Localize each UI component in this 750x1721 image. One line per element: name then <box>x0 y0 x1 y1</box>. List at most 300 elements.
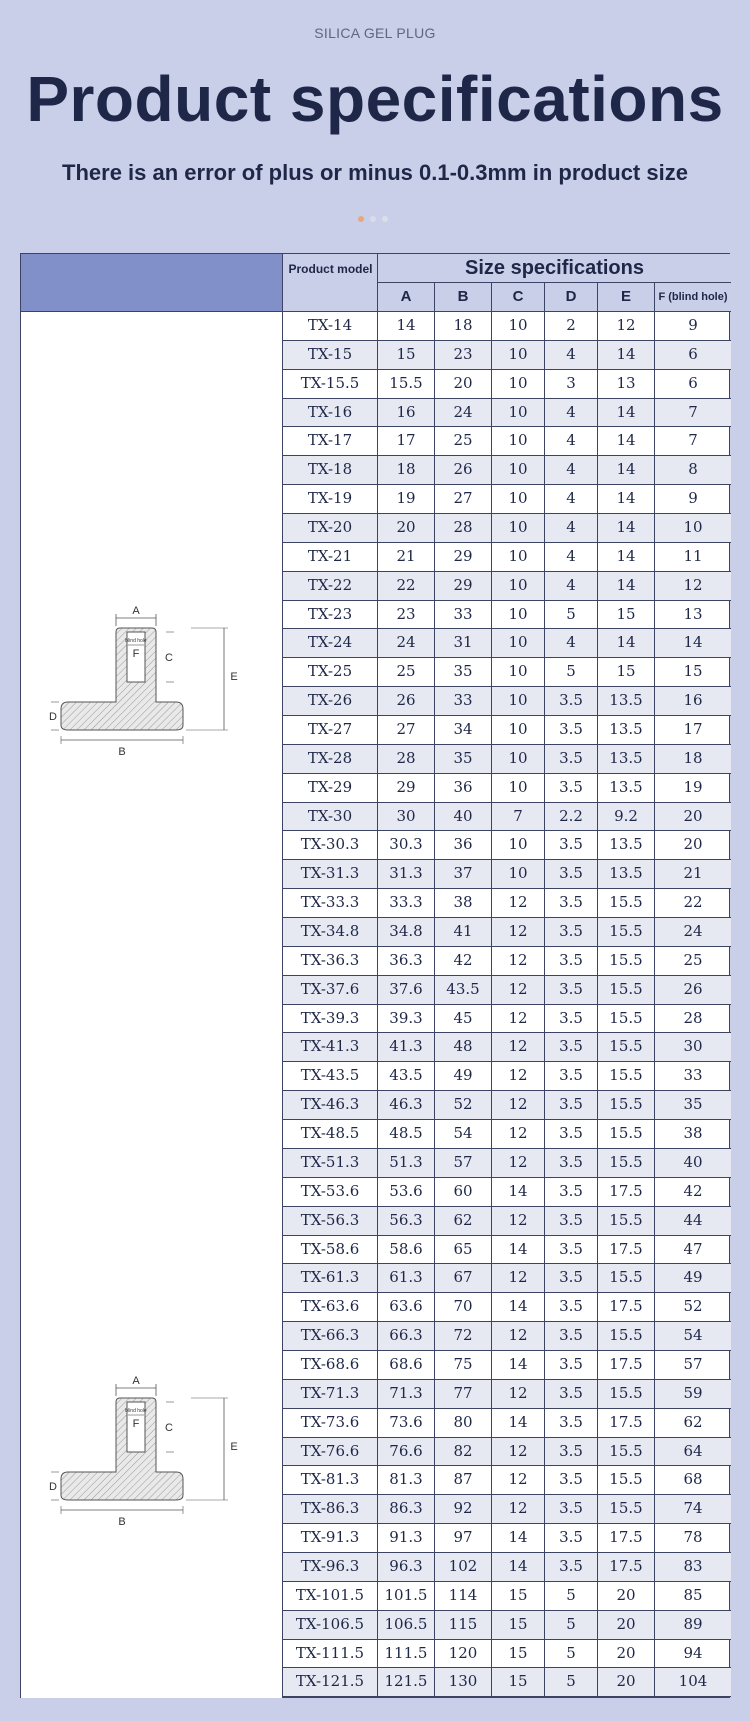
cell-a: 39.3 <box>378 1005 435 1034</box>
cell-e: 14 <box>598 341 655 370</box>
cell-e: 14 <box>598 485 655 514</box>
cell-d: 4 <box>545 427 598 456</box>
cell-c: 14 <box>492 1293 545 1322</box>
cell-a: 17 <box>378 427 435 456</box>
cell-f: 42 <box>655 1178 731 1207</box>
table-body <box>283 312 731 1697</box>
cell-c: 10 <box>492 485 545 514</box>
cell-f: 13 <box>655 601 731 630</box>
cell-c: 10 <box>492 831 545 860</box>
cell-d: 3.5 <box>545 1033 598 1062</box>
cell-b: 43.5 <box>435 976 492 1005</box>
dim-label-a: A <box>132 605 140 617</box>
cell-b: 114 <box>435 1582 492 1611</box>
cell-e: 15.5 <box>598 1495 655 1524</box>
cell-f: 30 <box>655 1033 731 1062</box>
cell-f: 10 <box>655 514 731 543</box>
cell-e: 9.2 <box>598 803 655 832</box>
table-row <box>283 889 731 918</box>
table-row <box>283 456 731 485</box>
cell-model: TX-61.3 <box>283 1264 378 1293</box>
cell-d: 3.5 <box>545 716 598 745</box>
cell-a: 26 <box>378 687 435 716</box>
cell-a: 15 <box>378 341 435 370</box>
cell-d: 5 <box>545 1611 598 1640</box>
table-row <box>283 514 731 543</box>
cell-e: 17.5 <box>598 1553 655 1582</box>
cell-b: 54 <box>435 1120 492 1149</box>
cell-b: 38 <box>435 889 492 918</box>
cell-c: 12 <box>492 1495 545 1524</box>
cell-model: TX-43.5 <box>283 1062 378 1091</box>
cell-model: TX-91.3 <box>283 1524 378 1553</box>
hole-label: blind hole <box>125 1408 147 1414</box>
table-row <box>283 831 731 860</box>
cell-d: 3.5 <box>545 1495 598 1524</box>
cell-c: 12 <box>492 1466 545 1495</box>
table-row <box>283 312 731 341</box>
table-row <box>283 1033 731 1062</box>
cell-d: 3.5 <box>545 889 598 918</box>
cell-b: 34 <box>435 716 492 745</box>
dim-label-d: D <box>49 711 57 723</box>
cell-a: 48.5 <box>378 1120 435 1149</box>
cell-f: 94 <box>655 1640 731 1669</box>
cell-e: 13.5 <box>598 860 655 889</box>
cell-model: TX-30 <box>283 803 378 832</box>
cell-model: TX-27 <box>283 716 378 745</box>
table-row <box>283 745 731 774</box>
cell-a: 25 <box>378 658 435 687</box>
dim-label-f: F <box>132 648 140 660</box>
cell-a: 18 <box>378 456 435 485</box>
cell-a: 14 <box>378 312 435 341</box>
cell-a: 71.3 <box>378 1380 435 1409</box>
cell-f: 83 <box>655 1553 731 1582</box>
cell-d: 3.5 <box>545 745 598 774</box>
table-row <box>283 1005 731 1034</box>
cell-a: 106.5 <box>378 1611 435 1640</box>
table-row <box>283 1495 731 1524</box>
cell-e: 20 <box>598 1582 655 1611</box>
cell-model: TX-17 <box>283 427 378 456</box>
cell-c: 12 <box>492 1062 545 1091</box>
cell-e: 13 <box>598 370 655 399</box>
cell-a: 46.3 <box>378 1091 435 1120</box>
cell-a: 27 <box>378 716 435 745</box>
cell-model: TX-53.6 <box>283 1178 378 1207</box>
cell-model: TX-31.3 <box>283 860 378 889</box>
cell-c: 10 <box>492 543 545 572</box>
cell-e: 15.5 <box>598 1466 655 1495</box>
table-row <box>283 1293 731 1322</box>
cell-f: 9 <box>655 312 731 341</box>
cell-c: 10 <box>492 399 545 428</box>
cell-e: 15.5 <box>598 1207 655 1236</box>
cell-model: TX-22 <box>283 572 378 601</box>
cell-c: 10 <box>492 629 545 658</box>
cell-a: 30.3 <box>378 831 435 860</box>
cell-d: 3.5 <box>545 1178 598 1207</box>
cell-d: 3.5 <box>545 1293 598 1322</box>
cell-d: 3.5 <box>545 774 598 803</box>
cell-a: 66.3 <box>378 1322 435 1351</box>
cell-a: 36.3 <box>378 947 435 976</box>
table-row <box>283 341 731 370</box>
cell-b: 27 <box>435 485 492 514</box>
cell-d: 4 <box>545 572 598 601</box>
cell-b: 115 <box>435 1611 492 1640</box>
cell-d: 3.5 <box>545 1062 598 1091</box>
page-title: Product specifications <box>26 63 724 135</box>
cell-c: 12 <box>492 1149 545 1178</box>
cell-c: 12 <box>492 1005 545 1034</box>
cell-d: 5 <box>545 658 598 687</box>
cell-a: 53.6 <box>378 1178 435 1207</box>
table-row <box>283 1322 731 1351</box>
cell-model: TX-68.6 <box>283 1351 378 1380</box>
cell-d: 3.5 <box>545 1091 598 1120</box>
cell-d: 3.5 <box>545 918 598 947</box>
cell-d: 3.5 <box>545 687 598 716</box>
table-row <box>283 918 731 947</box>
dim-label-c: C <box>165 1422 173 1434</box>
cell-b: 41 <box>435 918 492 947</box>
cell-c: 10 <box>492 341 545 370</box>
table-row <box>283 1380 731 1409</box>
cell-model: TX-19 <box>283 485 378 514</box>
cell-f: 19 <box>655 774 731 803</box>
cell-d: 3.5 <box>545 1207 598 1236</box>
cell-a: 20 <box>378 514 435 543</box>
cell-c: 10 <box>492 514 545 543</box>
cell-d: 4 <box>545 456 598 485</box>
cell-b: 35 <box>435 745 492 774</box>
cell-d: 3.5 <box>545 1553 598 1582</box>
cell-b: 24 <box>435 399 492 428</box>
cell-b: 82 <box>435 1438 492 1467</box>
cell-a: 96.3 <box>378 1553 435 1582</box>
cell-a: 15.5 <box>378 370 435 399</box>
cell-d: 3.5 <box>545 1409 598 1438</box>
cell-f: 59 <box>655 1380 731 1409</box>
cell-model: TX-66.3 <box>283 1322 378 1351</box>
cell-model: TX-96.3 <box>283 1553 378 1582</box>
cell-f: 25 <box>655 947 731 976</box>
cell-model: TX-33.3 <box>283 889 378 918</box>
dim-label-e: E <box>230 671 238 683</box>
cell-d: 5 <box>545 1582 598 1611</box>
column-header-b: B <box>435 283 492 312</box>
cell-d: 4 <box>545 629 598 658</box>
cell-a: 37.6 <box>378 976 435 1005</box>
cell-f: 18 <box>655 745 731 774</box>
cell-a: 30 <box>378 803 435 832</box>
cell-model: TX-121.5 <box>283 1668 378 1697</box>
table-row <box>283 370 731 399</box>
cell-c: 10 <box>492 370 545 399</box>
cell-b: 35 <box>435 658 492 687</box>
cell-model: TX-36.3 <box>283 947 378 976</box>
table-row <box>283 1120 731 1149</box>
cell-f: 20 <box>655 803 731 832</box>
cell-model: TX-111.5 <box>283 1640 378 1669</box>
cell-model: TX-63.6 <box>283 1293 378 1322</box>
table-row <box>283 1611 731 1640</box>
cell-a: 76.6 <box>378 1438 435 1467</box>
category-label: SILICA GEL PLUG <box>314 25 436 41</box>
cell-d: 4 <box>545 514 598 543</box>
dim-label-a: A <box>132 1375 140 1387</box>
cell-a: 22 <box>378 572 435 601</box>
cell-e: 14 <box>598 543 655 572</box>
cell-a: 34.8 <box>378 918 435 947</box>
dim-label-e: E <box>230 1441 238 1453</box>
cell-f: 20 <box>655 831 731 860</box>
cell-f: 8 <box>655 456 731 485</box>
table-row <box>283 1640 731 1669</box>
cell-e: 15.5 <box>598 1005 655 1034</box>
cell-model: TX-15 <box>283 341 378 370</box>
cell-f: 40 <box>655 1149 731 1178</box>
carousel-dot[interactable] <box>382 216 388 222</box>
cell-c: 10 <box>492 716 545 745</box>
cell-model: TX-71.3 <box>283 1380 378 1409</box>
cell-a: 61.3 <box>378 1264 435 1293</box>
cell-f: 7 <box>655 399 731 428</box>
cell-a: 111.5 <box>378 1640 435 1669</box>
cross-section-diagram-1 <box>49 602 276 762</box>
table-row <box>283 1438 731 1467</box>
cell-d: 3.5 <box>545 947 598 976</box>
cell-d: 3.5 <box>545 1149 598 1178</box>
table-row <box>283 1409 731 1438</box>
cell-e: 15.5 <box>598 1380 655 1409</box>
cell-model: TX-30.3 <box>283 831 378 860</box>
tolerance-note: There is an error of plus or minus 0.1-0.3mm in product size <box>62 160 688 185</box>
cell-b: 40 <box>435 803 492 832</box>
cell-e: 15.5 <box>598 1438 655 1467</box>
cell-d: 4 <box>545 485 598 514</box>
carousel-dot[interactable] <box>370 216 376 222</box>
cell-b: 67 <box>435 1264 492 1293</box>
cell-b: 37 <box>435 860 492 889</box>
cell-e: 17.5 <box>598 1351 655 1380</box>
cell-d: 4 <box>545 399 598 428</box>
cell-f: 62 <box>655 1409 731 1438</box>
cell-b: 130 <box>435 1668 492 1697</box>
table-row <box>283 774 731 803</box>
cell-e: 14 <box>598 399 655 428</box>
cell-e: 15 <box>598 601 655 630</box>
product-model-label: Product model <box>288 262 373 276</box>
cell-f: 11 <box>655 543 731 572</box>
cell-f: 15 <box>655 658 731 687</box>
cell-a: 21 <box>378 543 435 572</box>
cell-f: 14 <box>655 629 731 658</box>
cell-e: 17.5 <box>598 1409 655 1438</box>
cell-b: 92 <box>435 1495 492 1524</box>
table-row <box>283 803 731 832</box>
cell-b: 70 <box>435 1293 492 1322</box>
cell-b: 33 <box>435 601 492 630</box>
table-row <box>283 716 731 745</box>
cell-e: 13.5 <box>598 831 655 860</box>
cell-model: TX-86.3 <box>283 1495 378 1524</box>
cell-b: 72 <box>435 1322 492 1351</box>
table-row <box>283 1236 731 1265</box>
cell-a: 16 <box>378 399 435 428</box>
table-row <box>283 1466 731 1495</box>
cell-e: 20 <box>598 1640 655 1669</box>
cell-b: 36 <box>435 831 492 860</box>
dim-label-f: F <box>132 1418 140 1430</box>
cell-model: TX-23 <box>283 601 378 630</box>
cell-c: 10 <box>492 427 545 456</box>
cell-f: 38 <box>655 1120 731 1149</box>
cell-b: 18 <box>435 312 492 341</box>
cell-b: 45 <box>435 1005 492 1034</box>
cell-c: 12 <box>492 1120 545 1149</box>
cell-c: 12 <box>492 947 545 976</box>
cell-d: 3.5 <box>545 1380 598 1409</box>
cell-b: 26 <box>435 456 492 485</box>
cell-e: 15.5 <box>598 947 655 976</box>
cell-e: 15.5 <box>598 889 655 918</box>
cell-d: 3.5 <box>545 1438 598 1467</box>
cell-c: 14 <box>492 1409 545 1438</box>
cell-c: 10 <box>492 456 545 485</box>
cell-e: 15.5 <box>598 1264 655 1293</box>
cell-e: 14 <box>598 629 655 658</box>
cell-b: 36 <box>435 774 492 803</box>
cell-f: 74 <box>655 1495 731 1524</box>
header-size-specifications: Size specifications <box>378 254 731 283</box>
table-row <box>283 687 731 716</box>
cell-f: 21 <box>655 860 731 889</box>
cell-a: 56.3 <box>378 1207 435 1236</box>
cell-a: 19 <box>378 485 435 514</box>
cell-c: 12 <box>492 889 545 918</box>
table-row <box>283 1091 731 1120</box>
cell-model: TX-73.6 <box>283 1409 378 1438</box>
cell-f: 35 <box>655 1091 731 1120</box>
cell-b: 29 <box>435 572 492 601</box>
cell-f: 78 <box>655 1524 731 1553</box>
cell-c: 10 <box>492 312 545 341</box>
cell-c: 14 <box>492 1553 545 1582</box>
cell-b: 23 <box>435 341 492 370</box>
cell-b: 97 <box>435 1524 492 1553</box>
header-product-model <box>283 254 378 312</box>
cell-c: 14 <box>492 1236 545 1265</box>
table-row <box>283 1351 731 1380</box>
cell-d: 3 <box>545 370 598 399</box>
cell-b: 87 <box>435 1466 492 1495</box>
cell-f: 49 <box>655 1264 731 1293</box>
cell-f: 85 <box>655 1582 731 1611</box>
cell-a: 86.3 <box>378 1495 435 1524</box>
cell-e: 13.5 <box>598 745 655 774</box>
cell-c: 10 <box>492 687 545 716</box>
table-row <box>283 1668 731 1697</box>
cell-f: 104 <box>655 1668 731 1697</box>
cell-model: TX-34.8 <box>283 918 378 947</box>
cell-d: 3.5 <box>545 1120 598 1149</box>
cell-e: 15.5 <box>598 1149 655 1178</box>
cell-d: 3.5 <box>545 1351 598 1380</box>
cell-d: 2 <box>545 312 598 341</box>
cell-e: 15.5 <box>598 1322 655 1351</box>
cell-e: 20 <box>598 1668 655 1697</box>
cell-c: 10 <box>492 860 545 889</box>
cross-section-diagram-2 <box>49 1372 276 1532</box>
cell-c: 10 <box>492 745 545 774</box>
cell-e: 14 <box>598 456 655 485</box>
cell-d: 3.5 <box>545 1236 598 1265</box>
table-row <box>283 947 731 976</box>
cell-a: 23 <box>378 601 435 630</box>
cell-f: 17 <box>655 716 731 745</box>
cell-b: 31 <box>435 629 492 658</box>
carousel-dot[interactable] <box>358 216 364 222</box>
carousel-dots <box>358 216 388 222</box>
cell-b: 42 <box>435 947 492 976</box>
table-row <box>283 1149 731 1178</box>
table-row <box>283 1582 731 1611</box>
cell-a: 28 <box>378 745 435 774</box>
cell-f: 47 <box>655 1236 731 1265</box>
cell-e: 17.5 <box>598 1524 655 1553</box>
cell-c: 12 <box>492 918 545 947</box>
cell-f: 33 <box>655 1062 731 1091</box>
cell-b: 102 <box>435 1553 492 1582</box>
cell-e: 15.5 <box>598 1062 655 1091</box>
cell-model: TX-39.3 <box>283 1005 378 1034</box>
cell-model: TX-21 <box>283 543 378 572</box>
cell-e: 15.5 <box>598 1091 655 1120</box>
cell-c: 12 <box>492 1438 545 1467</box>
cell-c: 12 <box>492 976 545 1005</box>
cell-e: 17.5 <box>598 1236 655 1265</box>
cell-e: 15.5 <box>598 1033 655 1062</box>
cell-f: 26 <box>655 976 731 1005</box>
cell-model: TX-41.3 <box>283 1033 378 1062</box>
cell-c: 15 <box>492 1668 545 1697</box>
cell-e: 13.5 <box>598 687 655 716</box>
table-row <box>283 629 731 658</box>
cell-d: 3.5 <box>545 1322 598 1351</box>
cell-f: 57 <box>655 1351 731 1380</box>
cell-e: 15.5 <box>598 918 655 947</box>
cell-c: 15 <box>492 1611 545 1640</box>
cell-f: 24 <box>655 918 731 947</box>
cell-c: 10 <box>492 658 545 687</box>
cell-d: 5 <box>545 1668 598 1697</box>
table-row <box>283 658 731 687</box>
cell-f: 44 <box>655 1207 731 1236</box>
cell-model: TX-24 <box>283 629 378 658</box>
cell-c: 7 <box>492 803 545 832</box>
cell-e: 14 <box>598 572 655 601</box>
dim-label-c: C <box>165 652 173 664</box>
cell-a: 101.5 <box>378 1582 435 1611</box>
table-row <box>283 1553 731 1582</box>
header-left-blank <box>21 254 283 312</box>
cell-model: TX-16 <box>283 399 378 428</box>
cell-model: TX-15.5 <box>283 370 378 399</box>
cell-model: TX-101.5 <box>283 1582 378 1611</box>
